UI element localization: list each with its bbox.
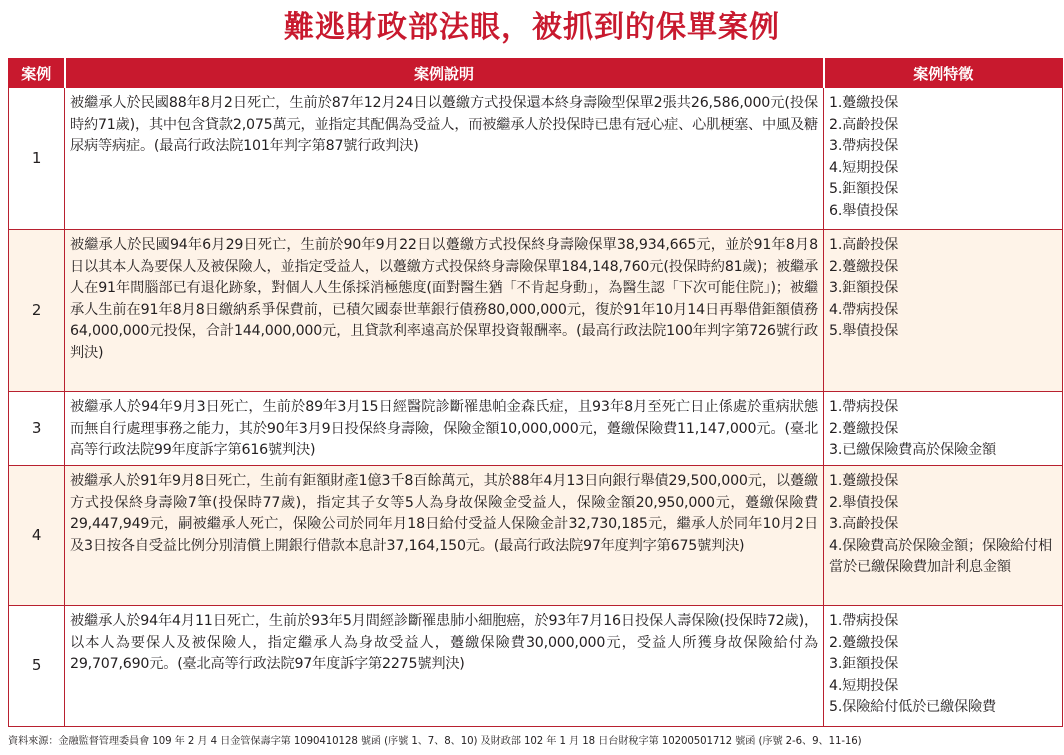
feature-item: 1.躉繳投保 — [829, 95, 899, 111]
table-row — [9, 392, 1063, 466]
feature-item: 4.短期投保 — [829, 159, 899, 176]
feature-item: 2.躉繳投保 — [829, 258, 899, 275]
source-note: 資料來源：金融監督管理委員會 109 年 2 月 4 日金管保壽字第 1090410128 號函 (序號 1、7、8、10) 及財政部 102 年 1 月 18 日台財稅字第 10200501712 號函 (序號 2-6、9、11-16) — [8, 736, 862, 747]
feature-item: 5.鉅額投保 — [829, 181, 899, 197]
feature-item: 3.鉅額投保 — [829, 656, 899, 672]
case-description: 被繼承人於94年9月3日死亡，生前於89年3月15日經醫院診斷罹患帕金森氏症，且93年8月至死亡日止係處於重病狀態而無自行處理事務之能力，其於90年3月9日投保終身壽險，保險金額10,000,000元，躉繳保險費11,147,000元。(臺北高等行政法院99年度訴字第616號判決) — [65, 392, 824, 466]
case-description: 被繼承人於94年4月11日死亡，生前於93年5月間經診斷罹患肺小細胞癌，於93年7月16日投保人壽保險(投保時72歲)，以本人為要保人及被保險人，指定繼承人為身故受益人，躉繳保險費30,000,000元，受益人所獲身故保險給付為29,707,690元。(臺北高等行政法院97年度訴字第2275號判決) — [65, 606, 824, 727]
case-number: 4 — [9, 466, 65, 606]
feature-item: 4.帶病投保 — [829, 301, 899, 318]
feature-item: 1.帶病投保 — [829, 613, 899, 629]
case-features — [824, 606, 1063, 727]
table-row — [9, 606, 1063, 727]
feature-item: 3.鉅額投保 — [829, 280, 899, 296]
feature-item: 2.高齡投保 — [829, 116, 899, 133]
case-description: 被繼承人於91年9月8日死亡，生前有鉅額財產1億3千8百餘萬元，其於88年4月13日向銀行舉債29,500,000元，以躉繳方式投保終身壽險7筆(投保時77歲)，指定其子女等5人為身故保險金受益人，保險金額20,950,000元，躉繳保險費29,447,949元，嗣被繼承人死亡，保險公司於同年月18日給付受益人保險金計32,730,185元，繼承人於同年10月2日及3日按各自受益比例分別清償上開銀行借款本息計37,164,150元。(最高行政法院97年度判字第675號判決) — [65, 466, 824, 606]
header-case: 案例 — [9, 59, 65, 88]
feature-item: 5.舉債投保 — [829, 323, 899, 339]
case-number: 5 — [9, 606, 65, 727]
table-row — [9, 230, 1063, 392]
case-features — [824, 88, 1063, 230]
feature-item: 1.躉繳投保 — [829, 473, 899, 489]
case-number: 1 — [9, 88, 65, 230]
case-features — [824, 230, 1063, 392]
feature-item: 4.短期投保 — [829, 677, 899, 694]
feature-item: 2.躉繳投保 — [829, 634, 899, 651]
feature-item: 6.舉債投保 — [829, 202, 899, 219]
case-features — [824, 466, 1063, 606]
feature-item: 1.帶病投保 — [829, 399, 899, 415]
feature-item: 2.舉債投保 — [829, 494, 899, 511]
case-number: 2 — [9, 230, 65, 392]
table-row — [9, 88, 1063, 230]
case-table — [8, 58, 1063, 727]
header-description: 案例說明 — [65, 59, 824, 88]
feature-item: 4.保險費高於保險金額；保險給付相當於已繳保險費加計利息金額 — [829, 537, 1052, 575]
feature-item: 1.高齡投保 — [829, 237, 899, 253]
table-header-row — [9, 59, 1063, 88]
table-row — [9, 466, 1063, 606]
feature-item: 3.已繳保險費高於保險金額 — [829, 442, 996, 458]
feature-item: 2.躉繳投保 — [829, 420, 899, 437]
feature-item: 3.帶病投保 — [829, 138, 899, 154]
page-title: 難逃財政部法眼，被抓到的保單案例 — [284, 10, 780, 45]
case-features — [824, 392, 1063, 466]
feature-item: 5.保險給付低於已繳保險費 — [829, 699, 996, 715]
header-features: 案例特徵 — [824, 59, 1063, 88]
feature-item: 3.高齡投保 — [829, 516, 899, 532]
case-number: 3 — [9, 392, 65, 466]
case-description: 被繼承人於民國88年8月2日死亡，生前於87年12月24日以躉繳方式投保還本終身壽險型保單2張共26,586,000元(投保時約71歲)，其中包含貸款2,075萬元，並指定其配偶為受益人，而被繼承人於投保時已患有冠心症、心肌梗塞、中風及糖尿病等病症。(最高行政法院101年判字第87號行政判決) — [65, 88, 824, 230]
case-description: 被繼承人於民國94年6月29日死亡，生前於90年9月22日以躉繳方式投保終身壽險保單38,934,665元，並於91年8月8日以其本人為要保人及被保險人，並指定受益人，以躉繳方式投保終身壽險保單184,148,760元(投保時約81歲)；被繼承人在91年間腦部已有退化跡象，對個人人生係採消極態度(面對醫生猶「不肯起身動」，為醫生認「下次可能住院」)；被繼承人生前在91年8月8日繳納系爭保費前，已積欠國泰世華銀行債務80,000,000元，復於91年10月14日再舉借鉅額債務64,000,000元投保，合計144,000,000元，且貸款利率遠高於保單投資報酬率。(最高行政法院100年判字第726號行政判決) — [65, 230, 824, 392]
